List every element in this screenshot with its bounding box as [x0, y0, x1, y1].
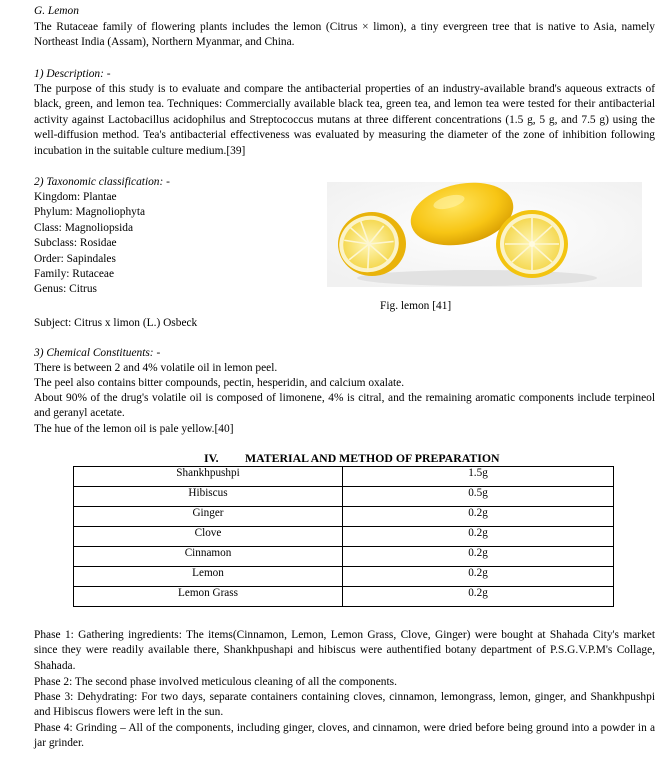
table-row: [74, 507, 614, 527]
section-title: MATERIAL AND METHOD OF PREPARATION: [245, 451, 500, 465]
ingredient-name: Cinnamon: [74, 547, 343, 567]
ingredient-name: Hibiscus: [74, 487, 343, 507]
table-row: [74, 487, 614, 507]
table-row: [74, 567, 614, 587]
section-number: IV.: [204, 451, 219, 465]
table-row: [74, 527, 614, 547]
description-heading: 1) Description: -: [34, 68, 111, 80]
taxonomy-list: [34, 190, 145, 298]
ingredient-quantity: 0.2g: [343, 547, 614, 567]
figure-caption: Fig. lemon [41]: [380, 300, 452, 312]
taxonomy-genus: Genus: Citrus: [34, 283, 97, 296]
chemical-last-line: The hue of the lemon oil is pale yellow.[40]: [34, 423, 234, 435]
taxonomy-subclass: Subclass: Rosidae: [34, 237, 117, 250]
ingredient-name: Lemon: [74, 567, 343, 587]
taxonomy-class: Class: Magnoliopsida: [34, 221, 134, 234]
table-row: [74, 547, 614, 567]
chemical-line-1: There is between 2 and 4% volatile oil in lemon peel.: [34, 362, 278, 374]
ingredient-quantity: 0.2g: [343, 567, 614, 587]
materials-table: [73, 466, 614, 607]
ingredient-name: Clove: [74, 527, 343, 547]
taxonomy-heading: 2) Taxonomic classification: -: [34, 176, 170, 188]
phase-3-paragraph: Phase 3: Dehydrating: For two days, separate containers containing cloves, cinnamon, lemongrass, lemon, ginger, and Shankhpushpi and Hibiscus flowers were left in the sun.: [34, 691, 655, 719]
table-row: [74, 587, 614, 607]
section-heading-lemon: G. Lemon: [34, 5, 79, 17]
phase-1-paragraph: Phase 1: Gathering ingredients: The items(Cinnamon, Lemon, Lemon Grass, Clove, Ginger) were bought at Shahada City's market since they were readily available there, Shankhpushapi and hibiscus were authentified botany department of P.S.G.V.P.M's Collage, Shahada.: [34, 629, 655, 672]
phase-4-paragraph: Phase 4: Grinding – All of the components, including ginger, cloves, and cinnamon, were dried before being ground into a powder in a jar grinder.: [34, 722, 655, 750]
ingredient-quantity: 0.2g: [343, 587, 614, 607]
ingredient-name: Ginger: [74, 507, 343, 527]
description-paragraph: The purpose of this study is to evaluate and compare the antibacterial properties of an industry-available brand's aqueous extracts of black, green, and lemon tea. Techniques: Commercially available black tea, green tea, and lemon tea were tested for their antibacterial activity against Lactobacillus acidophilus and Streptococcus mutans at three different concentrations (1.5 g, 5 g, and 7.5 g) using the well-diffusion method. Tea's antibacterial effectiveness was evaluated by measuring the diameter of the zone of inhibition following incubation in the suitable culture medium.[39]: [34, 83, 655, 157]
table-row: [74, 467, 614, 487]
ingredient-quantity: 0.2g: [343, 507, 614, 527]
taxonomy-order: Order: Sapindales: [34, 252, 116, 265]
taxonomy-subject: Subject: Citrus x limon (L.) Osbeck: [34, 317, 198, 329]
ingredient-quantity: 0.2g: [343, 527, 614, 547]
ingredient-quantity: 1.5g: [343, 467, 614, 487]
chemical-line-2: The peel also contains bitter compounds, pectin, hesperidin, and calcium oxalate.: [34, 377, 405, 389]
ingredient-name: Lemon Grass: [74, 587, 343, 607]
taxonomy-family: Family: Rutaceae: [34, 268, 115, 281]
phase-2-paragraph: Phase 2: The second phase involved meticulous cleaning of all the components.: [34, 676, 397, 688]
taxonomy-kingdom: Kingdom: Plantae: [34, 191, 117, 203]
lemon-figure: [327, 182, 642, 287]
chemical-paragraph: About 90% of the drug's volatile oil is composed of limonene, 4% is citral, and the remaining aromatic components include terpineol and geranyl acetate.: [34, 392, 655, 420]
ingredient-quantity: 0.5g: [343, 487, 614, 507]
taxonomy-phylum: Phylum: Magnoliophyta: [34, 206, 146, 219]
ingredient-name: Shankhpushpi: [74, 467, 343, 487]
chemical-heading: 3) Chemical Constituents: -: [34, 347, 161, 359]
lemon-intro-paragraph: The Rutaceae family of flowering plants includes the lemon (Citrus × limon), a tiny evergreen tree that is native to Asia, namely Northeast India (Assam), Northern Myanmar, and China.: [34, 21, 655, 49]
lemon-illustration: [327, 182, 642, 287]
